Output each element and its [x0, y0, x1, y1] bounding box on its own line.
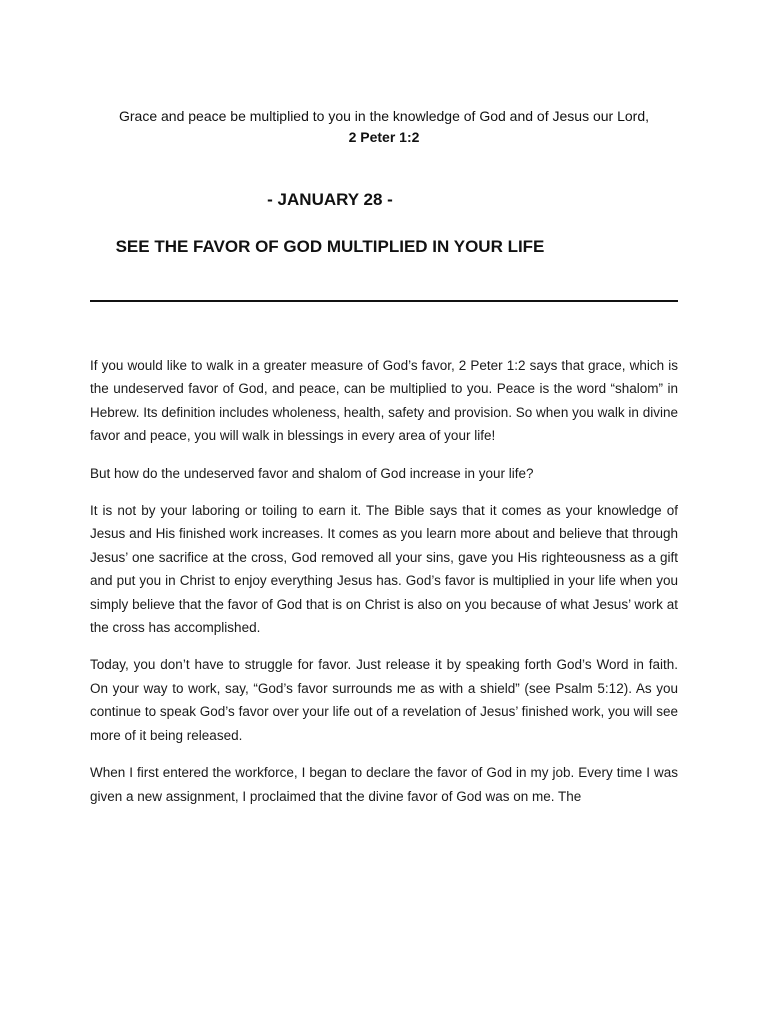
devotional-title: SEE THE FAVOR OF GOD MULTIPLIED IN YOUR LIFE — [115, 237, 545, 256]
verse-text: Grace and peace be multiplied to you in the knowledge of God and of Jesus our Lord, — [118, 108, 649, 124]
devotional-date: - JANUARY 28 - — [267, 190, 393, 209]
body-paragraph: It is not by your laboring or toiling to earn it. The Bible says that it comes as your knowledge of Jesus and His finished work increases. It comes as you learn more about and believe that through Jesus’ one sacrifice at the cross, God removed all your sins, gave you His righteousness as a gift and put you in Christ to enjoy everything Jesus has. God’s favor is multiplied in your life when you simply believe that the favor of God that is on Christ is also on you because of what Jesus’ work at the cross has accomplished. — [90, 503, 678, 636]
body-paragraph: If you would like to walk in a greater measure of God’s favor, 2 Peter 1:2 says that grace, which is the undeserved favor of God, and peace, can be multiplied to you. Peace is the word “shalom” in Hebrew. Its definition includes wholeness, health, safety and provision. So when you walk in divine favor and peace, you will walk in blessings in every area of your life! — [90, 358, 678, 444]
verse-reference: 2 Peter 1:2 — [348, 129, 420, 145]
opening-verse — [100, 106, 668, 148]
body-paragraph: When I first entered the workforce, I began to declare the favor of God in my job. Every time I was given a new assignment, I proclaimed that the divine favor of God was on me. The — [90, 765, 678, 804]
devotional-body — [90, 354, 678, 822]
body-paragraph: But how do the undeserved favor and shalom of God increase in your life? — [90, 465, 534, 481]
body-paragraph: Today, you don’t have to struggle for favor. Just release it by speaking forth God’s Word in faith. On your way to work, say, “God’s favor surrounds me as with a shield” (see Psalm 5:12). As you continue to speak God’s favor over your life out of a revelation of Jesus’ finished work, you will see more of it being released. — [90, 657, 678, 743]
title-divider — [90, 300, 678, 302]
